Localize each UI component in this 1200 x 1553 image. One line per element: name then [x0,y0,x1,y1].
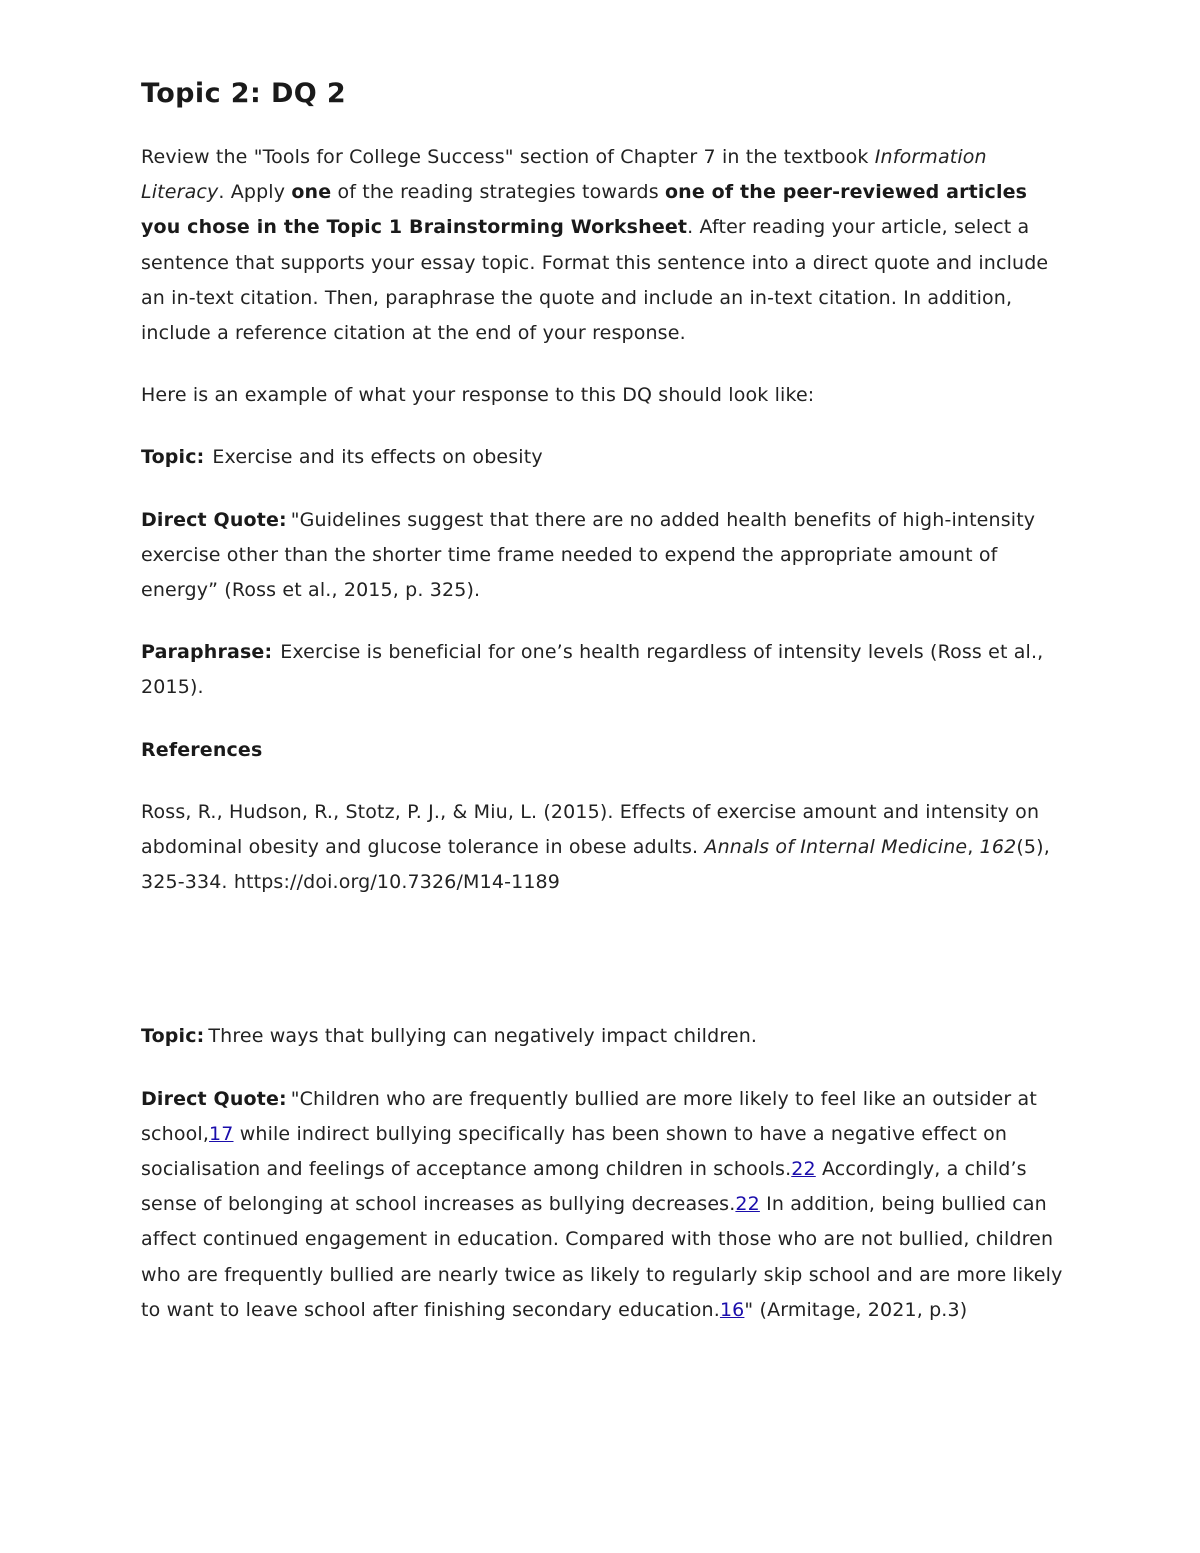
citation-text: " (Armitage, 2021, p.3) [744,1298,968,1321]
example-intro: Here is an example of what your response to this DQ should look like: [141,384,815,407]
blank-space [141,927,1066,1019]
direct-quote-label: Direct Quote: [141,1087,287,1110]
document-page [141,72,1066,1355]
topic-label: Topic: [141,1025,205,1048]
topic-label: Topic: [141,446,205,469]
reference-text: , [967,836,980,859]
emphasis-articles: one of the peer-reviewed articles you chose in the Topic 1 Brainstorming Worksheet [141,181,1028,239]
emphasis-one: one [291,181,332,204]
footnote-link-17[interactable]: 17 [209,1122,234,1145]
direct-quote-text: "Children who are frequently bullied are more likely to feel like an outsider at school, [141,1087,1037,1145]
direct-quote-label: Direct Quote: [141,508,287,531]
topic-text: Three ways that bullying can negatively impact children. [208,1025,758,1048]
response-direct-quote [141,1082,1066,1328]
footnote-link-22[interactable]: 22 [735,1193,760,1216]
response-topic [141,1019,1066,1054]
example-paraphrase [141,635,1066,705]
topic-text: Exercise and its effects on obesity [212,446,543,469]
page-title: Topic 2: DQ 2 [141,78,347,109]
paraphrase-label: Paraphrase: [141,641,273,664]
instructions-text: . Apply [218,181,292,204]
footnote-link-22[interactable]: 22 [791,1158,816,1181]
reference-entry [141,795,1066,901]
references-heading-text: References [141,738,263,761]
reference-text: Ross, R., Hudson, R., Stotz, P. J., & Miu, L. (2015). Effects of exercise amount and intensity on abdominal obesity and glucose tolerance in obese adults. [141,800,1040,859]
journal-title: Annals of Internal Medicine [704,836,968,859]
footnote-link-16[interactable]: 16 [719,1298,745,1321]
direct-quote-text: In addition, being bullied can affect continued engagement in education. Compared with those who are not bullied, children who are frequently bullied are nearly twice as likely to regularly skip school and are more likely to want to leave school after finishing secondary education. [141,1193,1063,1321]
example-topic [141,440,1066,475]
textbook-title: Information Literacy [141,146,987,204]
instructions-paragraph [141,140,1066,351]
journal-volume: 162 [979,836,1017,859]
references-heading [141,733,1066,768]
direct-quote-text: "Guidelines suggest that there are no added health benefits of high-intensity exercise other than the shorter time frame needed to expend the appropriate amount of energy” (Ross et al., 2015, p. 325). [141,508,1036,602]
example-direct-quote [141,503,1066,609]
direct-quote-text: Accordingly, a child’s sense of belonging at school increases as bullying decreases. [141,1158,1027,1216]
instructions-text: . After reading your article, select a sentence that supports your essay topic. Format this sentence into a direct quote and include an in-text citation. Then, paraphrase the quote and include an in-text citation. In addition, include a reference citation at the end of your response. [141,216,1049,345]
instructions-text: Review the "Tools for College Success" section of Chapter 7 in the textbook [141,146,875,168]
direct-quote-text: while indirect bullying specifically has been shown to have a negative effect on socialisation and feelings of acceptance among children in schools. [141,1122,1008,1181]
instructions-text: of the reading strategies towards [331,181,665,204]
paraphrase-text: Exercise is beneficial for one’s health regardless of intensity levels (Ross et al., 2015). [141,641,1044,699]
reference-text: (5), 325-334. https://doi.org/10.7326/M14-1189 [141,836,1050,894]
